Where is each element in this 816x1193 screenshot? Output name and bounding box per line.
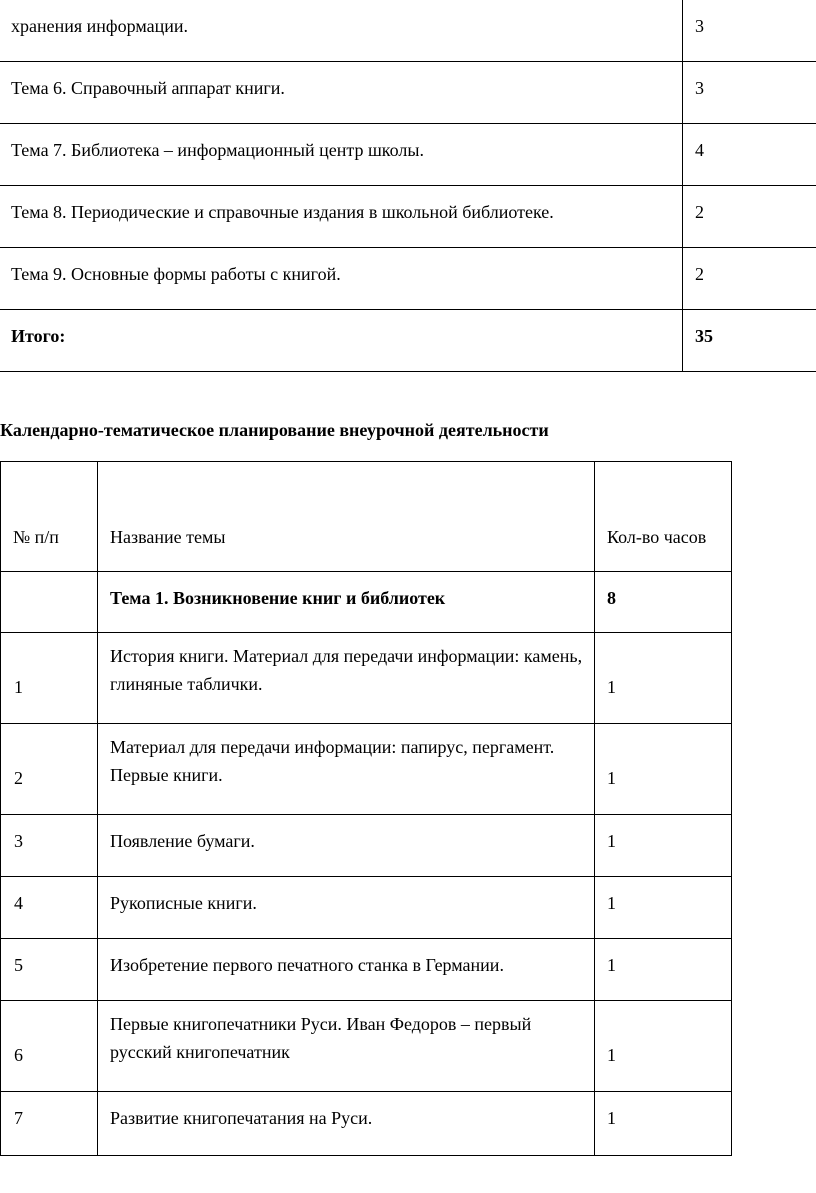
table-row	[0, 0, 816, 62]
table-row	[1, 724, 732, 815]
topic-hours: 8	[595, 572, 732, 633]
section-heading: Календарно-тематическое планирование внеурочной деятельности	[0, 420, 549, 440]
topic-num	[1, 572, 98, 633]
table-row	[0, 62, 816, 124]
topic-title-cell: Тема 7. Библиотека – информационный центр школы.	[0, 124, 683, 186]
row-hours: 1	[595, 633, 732, 724]
total-hours: 35	[683, 310, 816, 372]
topic-title-cell: хранения информации.	[0, 0, 683, 62]
row-hours: 1	[595, 877, 732, 939]
table-row	[0, 186, 816, 248]
table-row	[1, 877, 732, 939]
row-title: Первые книгопечатники Руси. Иван Федоров – первый русский книгопечатник	[98, 1001, 595, 1092]
table-row	[0, 124, 816, 186]
topic-row	[1, 572, 732, 633]
row-num: 5	[1, 939, 98, 1001]
row-num: 3	[1, 815, 98, 877]
hours-cell: 2	[683, 186, 816, 248]
hours-cell: 2	[683, 248, 816, 310]
row-hours: 1	[595, 1001, 732, 1092]
topic-title-cell: Тема 8. Периодические и справочные издания в школьной библиотеке.	[0, 186, 683, 248]
table-row	[1, 633, 732, 724]
row-num: 7	[1, 1092, 98, 1156]
row-num: 6	[1, 1001, 98, 1092]
row-title: Появление бумаги.	[98, 815, 595, 877]
hours-cell: 3	[683, 0, 816, 62]
row-title: Рукописные книги.	[98, 877, 595, 939]
row-hours: 1	[595, 1092, 732, 1156]
table-row	[1, 1092, 732, 1156]
hours-cell: 4	[683, 124, 816, 186]
header-num: № п/п	[1, 462, 98, 572]
total-row	[0, 310, 816, 372]
row-num: 1	[1, 633, 98, 724]
row-num: 2	[1, 724, 98, 815]
planning-table	[0, 461, 732, 1156]
header-title: Название темы	[98, 462, 595, 572]
topic-title-cell: Тема 9. Основные формы работы с книгой.	[0, 248, 683, 310]
row-title: Развитие книгопечатания на Руси.	[98, 1092, 595, 1156]
table-row	[1, 815, 732, 877]
row-hours: 1	[595, 939, 732, 1001]
table-row	[1, 939, 732, 1001]
table-row	[0, 248, 816, 310]
topic-title-cell: Тема 6. Справочный аппарат книги.	[0, 62, 683, 124]
row-num: 4	[1, 877, 98, 939]
hours-table-continued	[0, 0, 816, 372]
table-header-row	[1, 462, 732, 572]
header-hours: Кол-во часов	[595, 462, 732, 572]
row-title: История книги. Материал для передачи информации: камень, глиняные таблички.	[98, 633, 595, 724]
row-hours: 1	[595, 815, 732, 877]
total-label: Итого:	[0, 310, 683, 372]
table-row	[1, 1001, 732, 1092]
hours-cell: 3	[683, 62, 816, 124]
row-hours: 1	[595, 724, 732, 815]
row-title: Изобретение первого печатного станка в Германии.	[98, 939, 595, 1001]
row-title: Материал для передачи информации: папирус, пергамент. Первые книги.	[98, 724, 595, 815]
topic-title: Тема 1. Возникновение книг и библиотек	[98, 572, 595, 633]
